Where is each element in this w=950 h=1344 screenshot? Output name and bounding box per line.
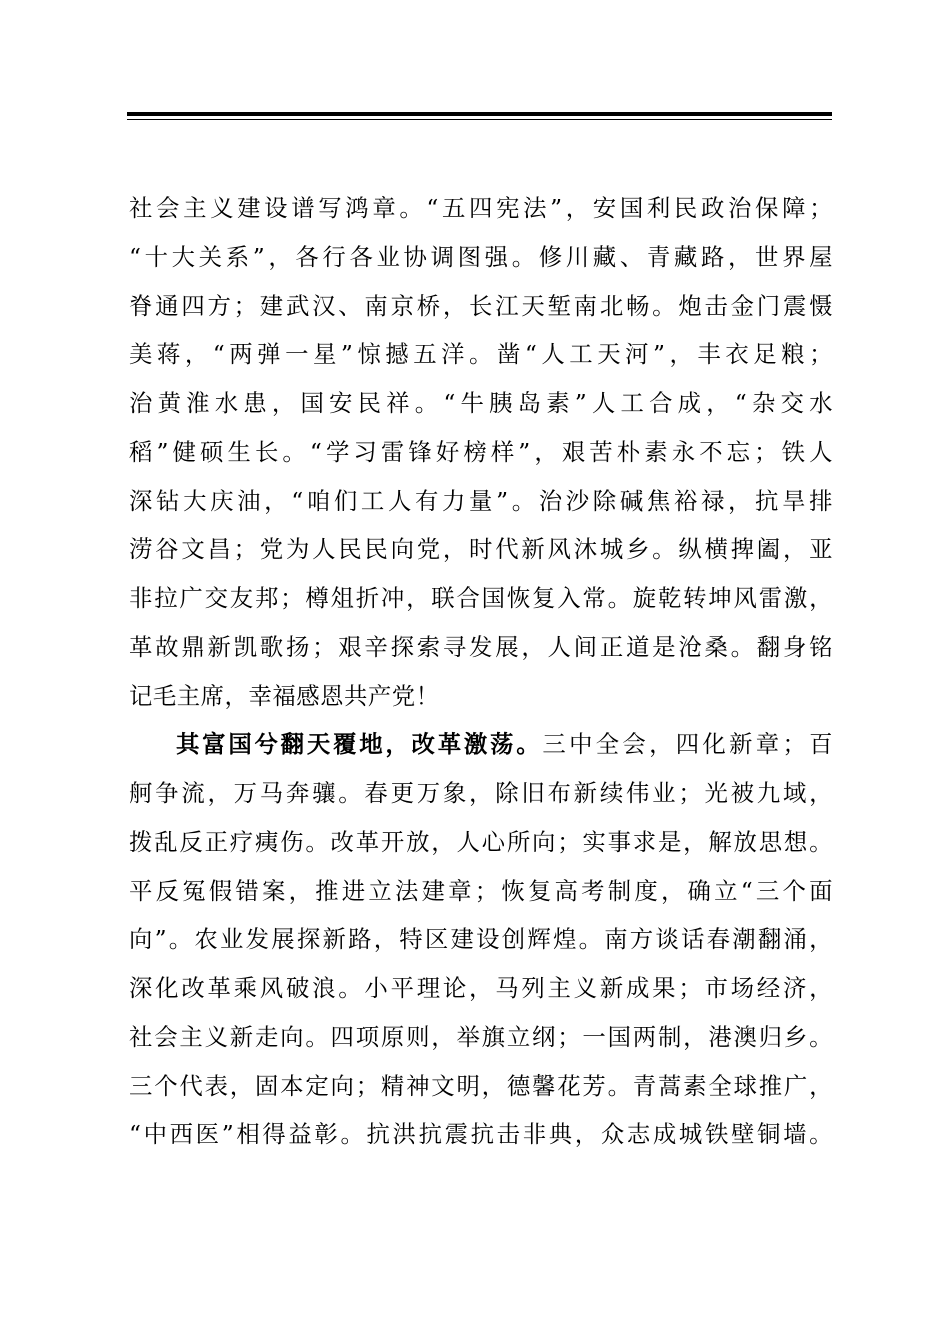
text-line: 深钻大庆油，“咱们工人有力量”。治沙除碱焦裕禄，抗旱排 — [129, 486, 833, 515]
text-line: 非拉广交友邦；樽俎折冲，联合国恢复入常。旋乾转坤风雷激， — [129, 584, 833, 612]
text-line-first — [129, 720, 833, 769]
text-line: 平反冤假错案，推进立法建章；恢复高考制度，确立“三个面 — [129, 876, 833, 905]
paragraph-heading: 其富国兮翻天覆地，改革激荡。 — [176, 730, 543, 759]
text-line: 深化改革乘风破浪。小平理论，马列主义新成果；市场经济， — [129, 974, 833, 1002]
text-line: 舸争流，万马奔骧。春更万象，除旧布新续伟业；光被九域， — [129, 779, 833, 807]
text-line: 拨乱反正疗痍伤。改革开放，人心所向；实事求是，解放思想。 — [129, 827, 833, 856]
text-line: 三个代表，固本定向；精神文明，德馨花芳。青蒿素全球推广， — [129, 1071, 833, 1100]
text-line: 记毛主席，幸福感恩共产党！ — [129, 681, 440, 710]
text-line: 革故鼎新凯歌扬；艰辛探索寻发展，人间正道是沧桑。翻身铭 — [129, 632, 833, 661]
text-line: “中西医”相得益彰。抗洪抗震抗击非典，众志成城铁壁铜墙。 — [129, 1120, 833, 1149]
text-line: 脊通四方；建武汉、南京桥，长江天堑南北畅。炮击金门震慑 — [129, 291, 833, 320]
text-line: “十大关系”，各行各业协调图强。修川藏、青藏路，世界屋 — [129, 242, 833, 271]
text-line: 向”。农业发展探新路，特区建设创辉煌。南方谈话春潮翻涌， — [129, 925, 833, 954]
text-line: 治黄淮水患，国安民祥。“牛胰岛素”人工合成，“杂交水 — [129, 389, 833, 417]
header-double-rule — [127, 112, 832, 122]
header-rule-thick — [127, 112, 832, 116]
paragraph-1 — [129, 184, 833, 720]
body-text — [129, 184, 833, 1159]
header-rule-thin — [127, 119, 832, 120]
text-line: 社会主义新走向。四项原则，举旗立纲；一国两制，港澳归乡。 — [129, 1022, 833, 1051]
text-line: 美蒋，“两弹一星”惊撼五洋。凿“人工天河”，丰衣足粮； — [129, 340, 833, 369]
text-line: 社会主义建设谱写鸿章。“五四宪法”，安国利民政治保障； — [129, 194, 833, 222]
paragraph-2 — [129, 720, 833, 1159]
text-line: 涝谷文昌；党为人民民向党，时代新风沐城乡。纵横捭阖，亚 — [129, 535, 833, 564]
text-run: 三中全会，四化新章；百 — [542, 730, 834, 759]
text-line: 稻”健硕生长。“学习雷锋好榜样”，艰苦朴素永不忘；铁人 — [129, 437, 833, 466]
